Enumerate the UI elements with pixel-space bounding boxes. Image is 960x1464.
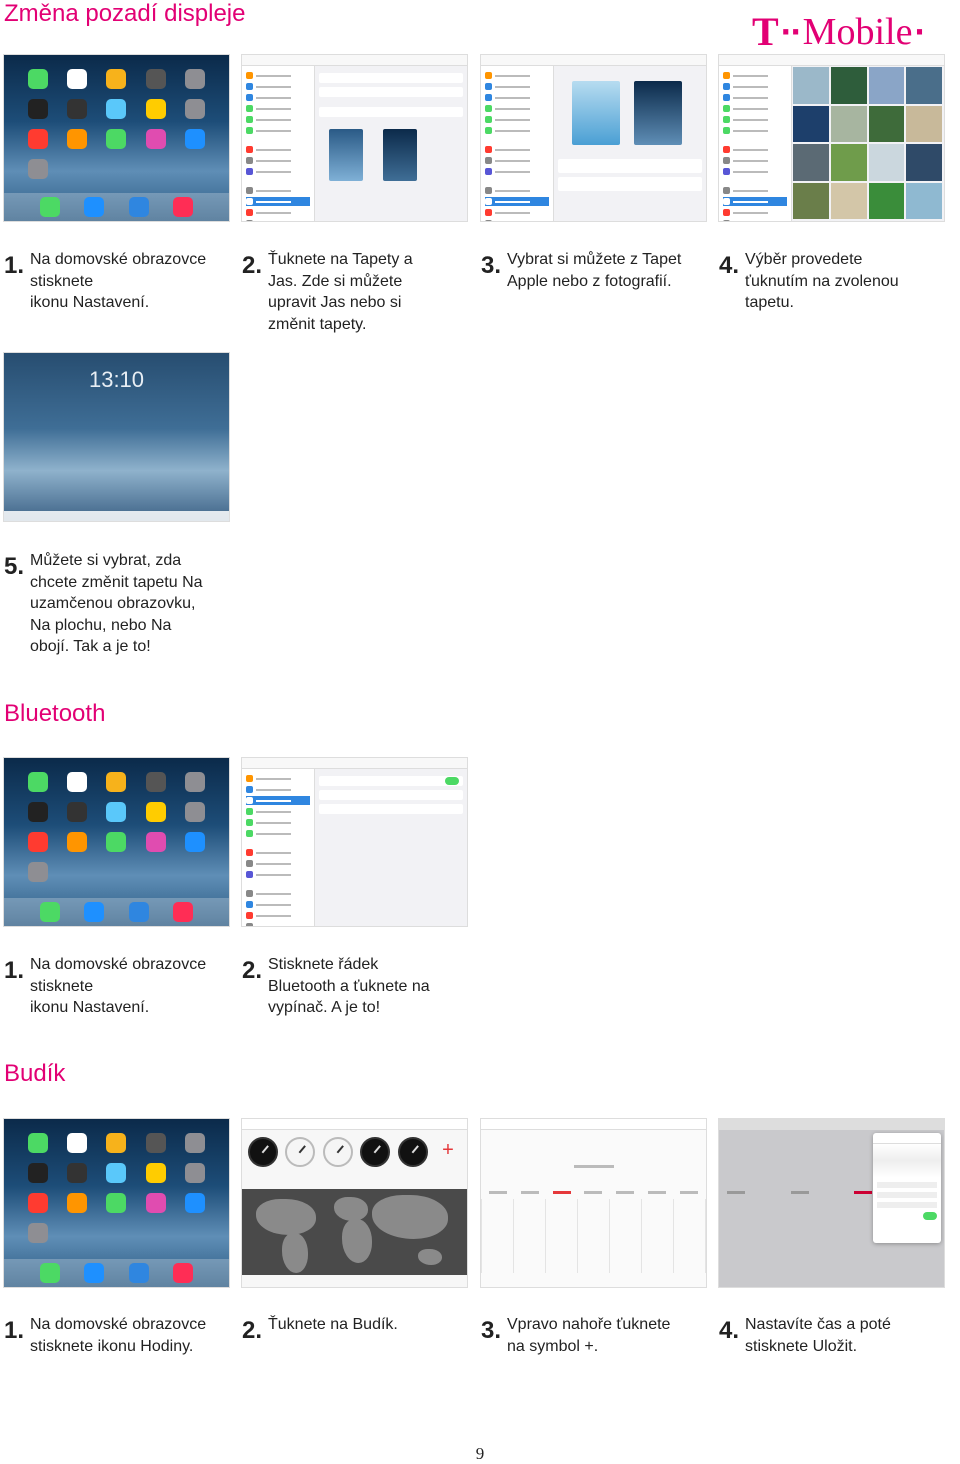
page-number: 9 xyxy=(475,1444,485,1463)
alarm-add-screenshot xyxy=(718,1118,945,1288)
step-number: 2. xyxy=(242,252,263,279)
step-number: 4. xyxy=(719,252,740,279)
step-text: Nastavíte čas a poté stisknete Uložit. xyxy=(745,1316,891,1355)
step-number: 4. xyxy=(719,1317,740,1344)
step-number: 5. xyxy=(4,553,25,580)
step-number: 2. xyxy=(242,1317,263,1344)
wallpaper-gallery-screenshot xyxy=(718,54,945,222)
step-text: Ťuknete na Budík. xyxy=(268,1316,398,1333)
section-title-wallpaper: Změna pozadí displeje xyxy=(4,0,246,27)
alarm-screenshot xyxy=(480,1118,707,1288)
alarm-popover xyxy=(873,1133,941,1243)
wallpaper-picker-screenshot xyxy=(480,54,707,222)
world-clock-screenshot: + xyxy=(241,1118,468,1288)
step-text: Můžete si vybrat, zda chcete změnit tapetu Na uzamčenou obrazovku, Na plochu, nebo Na obojí. Tak a je to! xyxy=(30,552,203,655)
settings-wallpaper-screenshot xyxy=(241,54,468,222)
step-number: 1. xyxy=(4,957,25,984)
step-text: Vybrat si můžete z Tapet Apple nebo z fotografií. xyxy=(507,251,682,290)
step-text: Na domovské obrazovce stisknete ikonu Hodiny. xyxy=(30,1316,207,1355)
home-screen-screenshot xyxy=(3,1118,230,1288)
settings-bluetooth-screenshot xyxy=(241,757,468,927)
lock-screen-screenshot xyxy=(3,352,230,522)
step-text: Výběr provedete ťuknutím na zvolenou tapetu. xyxy=(745,251,899,311)
step-text: Na domovské obrazovce stisknete ikonu Nastavení. xyxy=(30,956,207,1016)
step-number: 3. xyxy=(481,252,502,279)
home-screen-screenshot xyxy=(3,757,230,927)
step-number: 3. xyxy=(481,1317,502,1344)
step-number: 1. xyxy=(4,1317,25,1344)
home-screen-screenshot xyxy=(3,54,230,222)
step-text: Stisknete řádek Bluetooth a ťuknete na vypínač. A je to! xyxy=(268,956,430,1016)
step-text: Ťuknete na Tapety a Jas. Zde si můžete upravit Jas nebo si změnit tapety. xyxy=(268,251,413,333)
lock-screen-time: 13:10 xyxy=(88,367,145,392)
step-text: Vpravo nahoře ťuknete na symbol +. xyxy=(507,1316,671,1355)
section-title-bluetooth: Bluetooth xyxy=(4,700,106,727)
t-mobile-logo: T ·· Mobile · xyxy=(752,9,925,54)
step-text: Na domovské obrazovce stisknete ikonu Nastavení. xyxy=(30,251,207,311)
step-number: 2. xyxy=(242,957,263,984)
step-number: 1. xyxy=(4,252,25,279)
section-title-alarm: Budík xyxy=(4,1060,66,1087)
